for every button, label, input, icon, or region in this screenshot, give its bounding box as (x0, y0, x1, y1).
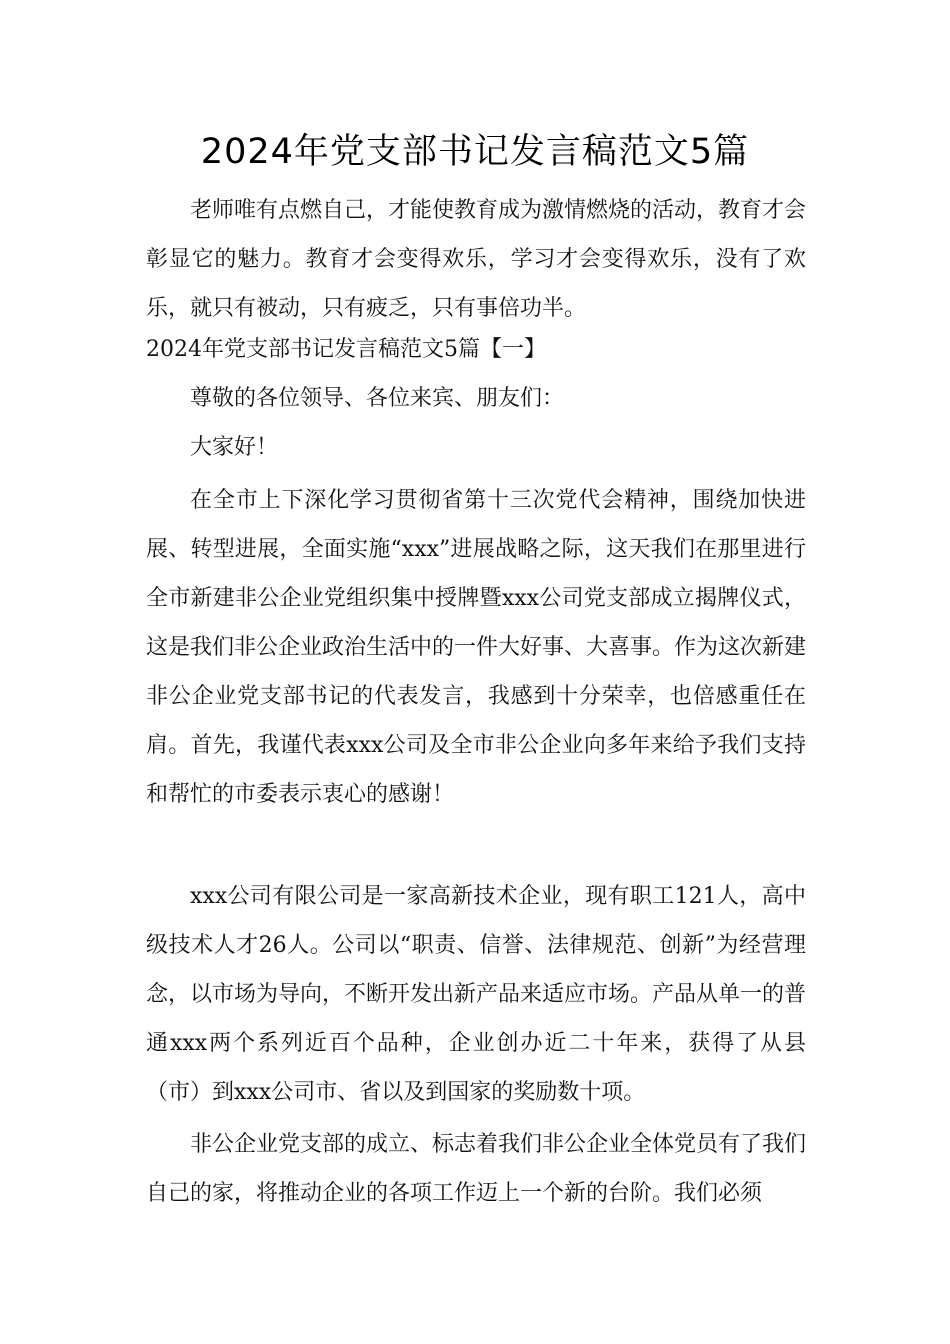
section-heading: 2024年党支部书记发言稿范文5篇【一】 (146, 337, 546, 362)
salutation: 尊敬的各位领导、各位来宾、朋友们： (190, 386, 565, 411)
greeting: 大家好！ (190, 435, 279, 460)
document-title: 2024年党支部书记发言稿范文5篇 (200, 132, 750, 172)
intro-paragraph: 老师唯有点燃自己，才能使教育成为激情燃烧的活动，教育才会彰显它的魅力。教育才会变得欢乐，学习才会变得欢乐，没有了欢乐，就只有被动，只有疲乏，只有事倍功半。 (146, 198, 807, 321)
body-paragraph-2: xxx公司有限公司是一家高新技术企业，现有职工121人，高中级技术人才26人。公司以“职责、信誉、法律规范、创新”为经营理念，以市场为导向，不断开发出新产品来适应市场。产品从单一的普通xxx两个系列近百个品种，企业创办近二十年来，获得了从县（市）到xxx公司市、省以及到国家的奖励数十项。 (146, 884, 807, 1105)
body-paragraph-1: 在全市上下深化学习贯彻省第十三次党代会精神，围绕加快进展、转型进展，全面实施“xxx”进展战略之际，这天我们在那里进行全市新建非公企业党组织集中授牌暨xxx公司党支部成立揭牌仪式，这是我们非公企业政治生活中的一件大好事、大喜事。作为这次新建非公企业党支部书记的代表发言，我感到十分荣幸，也倍感重任在肩。首先，我谨代表xxx公司及全市非公企业向多年来给予我们支持和帮忙的市委表示衷心的感谢！ (146, 488, 807, 807)
body-paragraph-3: 非公企业党支部的成立、标志着我们非公企业全体党员有了我们自己的家，将推动企业的各项工作迈上一个新的台阶。我们必须 (146, 1132, 807, 1206)
